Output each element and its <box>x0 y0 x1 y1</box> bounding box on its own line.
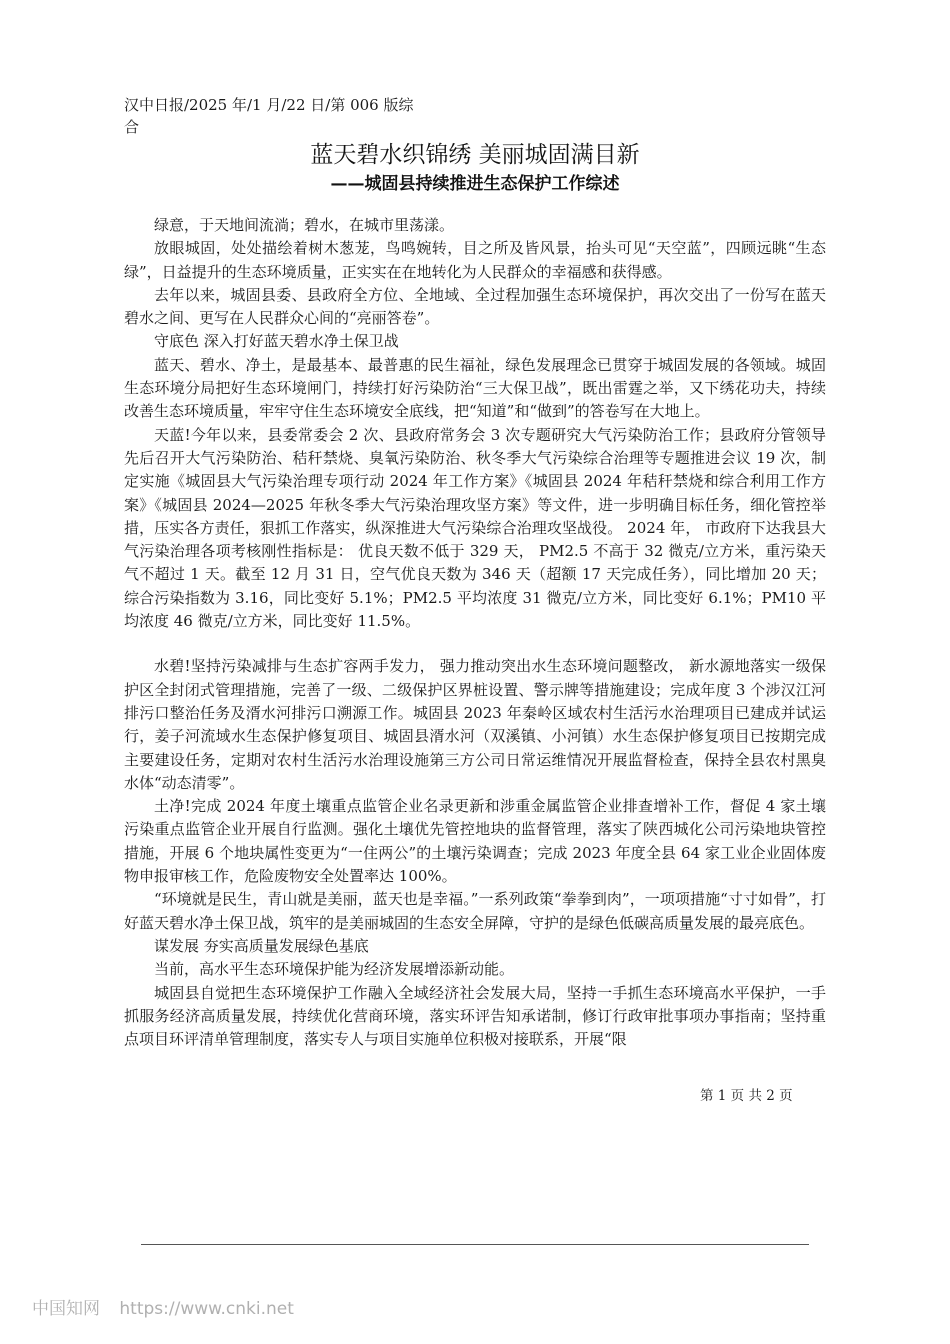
paragraph: 蓝天、碧水、净土，是最基本、最普惠的民生福祉，绿色发展理念已贯穿于城固发展的各领域。城固生态环境分局把好生态环境闸门，持续打好污染防治“三大保卫战”，既出雷霆之举，又下绣花功夫，持续改善生态环境质量，牢牢守住生态环境安全底线，把“知道”和“做到”的答卷写在大地上。 <box>124 355 826 421</box>
paragraph: 当前，高水平生态环境保护能为经济发展增添新动能。 <box>154 960 515 979</box>
article-subtitle: ——城固县持续推进生态保护工作综述 <box>330 174 620 194</box>
source-line: 汉中日报/2025 年/1 月/22 日/第 006 版综合 <box>124 96 414 136</box>
paragraph: 土净!完成 2024 年度土壤重点监管企业名录更新和涉重金属监管企业排查增补工作，督促 4 家土壤污染重点监管企业开展自行监测。强化土壤优先管控地块的监督管理，落实了陕西城化公司污染地块管控措施，开展 6 个地块属性变更为“一住两公”的土壤污染调查；完成 2023 年度全县 64 家工业企业固体废物申报审核工作，危险废物安全处置率达 100%。 <box>124 797 826 886</box>
page-number: 第 1 页 共 2 页 <box>700 1088 793 1104</box>
watermark-url: https://www.cnki.net <box>119 1299 294 1319</box>
watermark-brand: 中国知网 <box>32 1299 100 1319</box>
section-heading: 守底色 深入打好蓝天碧水净土保卫战 <box>154 332 399 351</box>
cnki-watermark <box>32 1294 308 1318</box>
footer-divider <box>141 1244 809 1245</box>
paragraph: 城固县自觉把生态环境保护工作融入全域经济社会发展大局，坚持一手抓生态环境高水平保护，一手抓服务经济高质量发展，持续优化营商环境，落实环评告知承诺制，修订行政审批事项办事指南；坚持重点项目环评清单管理制度，落实专人与项目实施单位积极对接联系，开展“限 <box>124 983 826 1049</box>
paragraph: 水碧!坚持污染减排与生态扩容两手发力， 强力推动突出水生态环境问题整改， 新水源地落实一级保护区全封闭式管理措施，完善了一级、二级保护区界桩设置、警示牌等措施建设；完成年度 3 个涉汉江河排污口整治任务及湑水河排污口溯源工作。城固县 2023 年秦岭区域农村生活污水治理项目已建成并试运行，姜子河流域水生态保护修复项目、城固县湑水河（双溪镇、小河镇）水生态保护修复项目已按期完成主要建设任务，定期对农村生活污水治理设施第三方公司日常运维情况开展监督检查，保持全县农村黑臭水体“动态清零”。 <box>124 657 826 792</box>
paragraph: “环境就是民生，青山就是美丽，蓝天也是幸福。”一系列政策“拳拳到肉”，一项项措施“寸寸如骨”，打好蓝天碧水净土保卫战，筑牢的是美丽城固的生态安全屏障，守护的是绿色低碳高质量发展的最亮底色。 <box>124 890 826 932</box>
article-body <box>124 214 826 1051</box>
paragraph: 绿意，于天地间流淌；碧水，在城市里荡漾。 <box>154 216 455 234</box>
article-title: 蓝天碧水织锦绣 美丽城固满目新 <box>310 142 640 168</box>
section-heading: 谋发展 夯实高质量发展绿色基底 <box>154 936 369 955</box>
paragraph: 天蓝!今年以来，县委常委会 2 次、县政府常务会 3 次专题研究大气污染防治工作；县政府分管领导先后召开大气污染防治、秸秆禁烧、臭氧污染防治、秋冬季大气污染综合治理等专题推进会议 19 次，制定实施《城固县大气污染治理专项行动 2024 年工作方案》《城固县 2024 年秸秆禁烧和综合利用工作方案》《城固县 2024—2025 年秋冬季大气污染治理攻坚方案》等文件，进一步明确目标任务，细化管控举措，压实各方责任，狠抓工作落实，纵深推进大气污染综合治理攻坚战役。 2024 年， 市政府下达我县大气污染治理各项考核刚性指标是： 优良天数不低于 329 天， PM2.5 不高于 32 微克/立方米，重污染天气不超过 1 天。截至 12 月 31 日，空气优良天数为 346 天（超额 17 天完成任务），同比增加 20 天；综合污染指数为 3.16，同比变好 5.1%；PM2.5 平均浓度 31 微克/立方米，同比变好 6.1%；PM10 平均浓度 46 微克/立方米，同比变好 11.5%。 <box>124 425 826 631</box>
paragraph: 放眼城固，处处描绘着树木葱茏，鸟鸣婉转，目之所及皆风景，抬头可见“天空蓝”，四顾远眺“生态绿”，日益提升的生态环境质量，正实实在在地转化为人民群众的幸福感和获得感。 <box>124 239 826 281</box>
paragraph: 去年以来，城固县委、县政府全方位、全地域、全过程加强生态环境保护，再次交出了一份写在蓝天碧水之间、更写在人民群众心间的“亮丽答卷”。 <box>124 285 826 328</box>
